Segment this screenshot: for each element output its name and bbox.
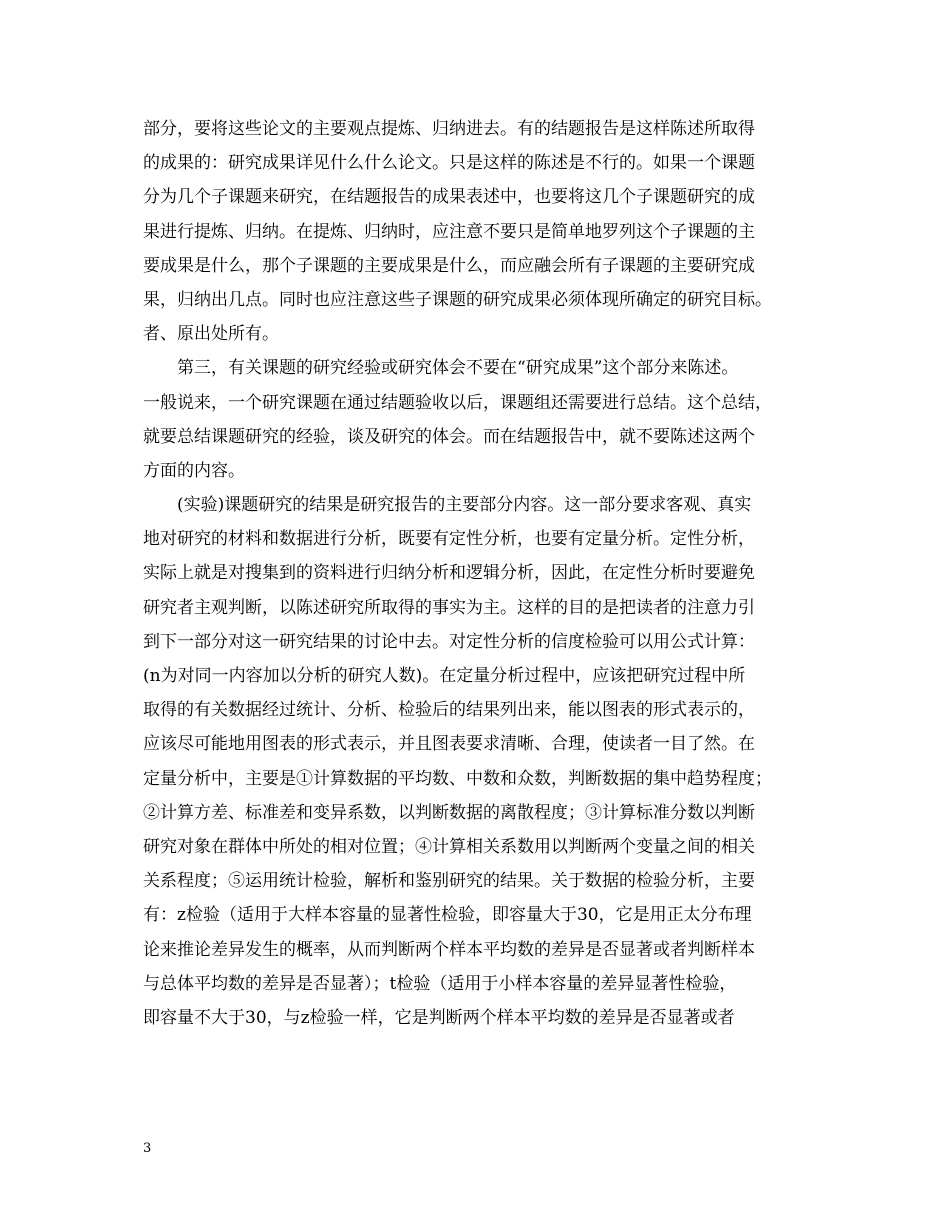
text-line: 与总体平均数的差异是否显著）；t检验（适用于小样本容量的差异显著性检验，: [143, 973, 737, 994]
text-line: (实验)课题研究的结果是研究报告的主要部分内容。这一部分要求客观、真实: [177, 495, 752, 516]
text-line: 一般说来，一个研究课题在通过结题验收以后，课题组还需要进行总结。这个总结，: [143, 392, 772, 413]
text-line: 取得的有关数据经过统计、分析、检验后的结果列出来，能以图表的形式表示的，: [143, 700, 755, 721]
text-line: 论来推论差异发生的概率，从而判断两个样本平均数的差异是否显著或者判断样本: [143, 939, 755, 960]
text-line: 方面的内容。: [143, 460, 245, 481]
text-line: 关系程度；⑤运用统计检验，解析和鉴别研究的结果。关于数据的检验分析，主要: [143, 871, 755, 892]
text-line: (n为对同一内容加以分析的研究人数)。在定量分析过程中，应该把研究过程中所: [143, 666, 746, 686]
text-line: 实际上就是对搜集到的资料进行归纳分析和逻辑分析，因此，在定性分析时要避免: [143, 563, 755, 584]
text-line: 部分，要将这些论文的主要观点提炼、归纳进去。有的结题报告是这样陈述所取得: [143, 119, 755, 139]
text-line: 分为几个子课题来研究，在结题报告的成果表述中，也要将这几个子课题研究的成: [143, 187, 755, 208]
text-line: 的成果的：研究成果详见什么什么论文。只是这样的陈述是不行的。如果一个课题: [143, 153, 755, 174]
text-line: 应该尽可能地用图表的形式表示，并且图表要求清晰、合理，使读者一目了然。在: [143, 734, 755, 755]
text-line: 即容量不大于30，与z检验一样，它是判断两个样本平均数的差异是否显著或者: [143, 1007, 735, 1028]
text-line: ②计算方差、标准差和变异系数，以判断数据的离散程度；③计算标准分数以判断: [143, 802, 755, 823]
text-line: 有：z检验（适用于大样本容量的显著性检验，即容量大于30，它是用正太分布理: [143, 905, 752, 926]
text-line: 就要总结课题研究的经验，谈及研究的体会。而在结题报告中，就不要陈述这两个: [143, 426, 755, 447]
text-line: 到下一部分对这一研究结果的讨论中去。对定性分析的信度检验可以用公式计算：: [143, 631, 755, 652]
page-number: 3: [143, 1141, 152, 1156]
text-line: 要成果是什么，那个子课题的主要成果是什么，而应融会所有子课题的主要研究成: [143, 255, 755, 276]
text-line: 第三，有关课题的研究经验或研究体会不要在“研究成果”这个部分来陈述。: [177, 358, 739, 379]
text-line: 研究者主观判断，以陈述研究所取得的事实为主。这样的目的是把读者的注意力引: [143, 597, 755, 618]
text-line: 定量分析中，主要是①计算数据的平均数、中数和众数，判断数据的集中趋势程度；: [143, 768, 772, 789]
text-line: 研究对象在群体中所处的相对位置；④计算相关系数用以判断两个变量之间的相关: [143, 836, 755, 857]
text-line: 者、原出处所有。: [143, 324, 279, 345]
text-line: 果，归纳出几点。同时也应注意这些子课题的研究成果必须体现所确定的研究目标。: [143, 289, 772, 310]
text-line: 果进行提炼、归纳。在提炼、归纳时，应注意不要只是简单地罗列这个子课题的主: [143, 221, 755, 242]
body-text: [143, 112, 823, 1035]
text-line: 地对研究的材料和数据进行分析，既要有定性分析，也要有定量分析。定性分析，: [143, 529, 755, 550]
